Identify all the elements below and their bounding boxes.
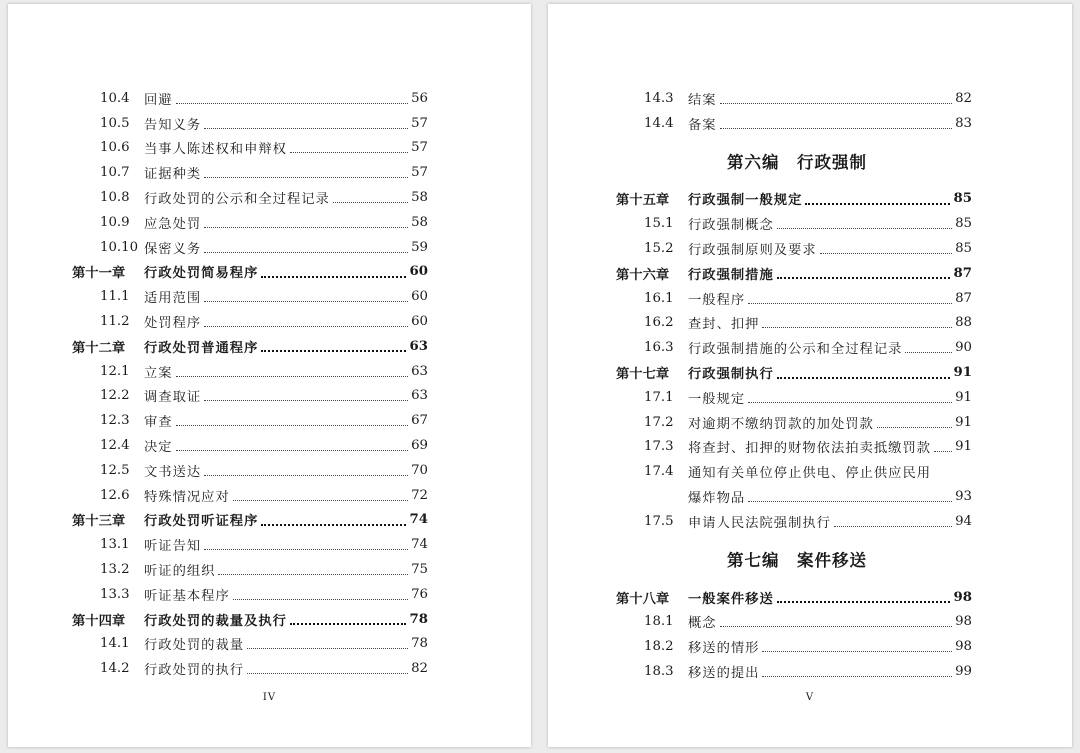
- toc-section-entry[interactable]: [616, 385, 972, 410]
- toc-section-entry[interactable]: [72, 582, 428, 607]
- toc-section-entry[interactable]: [616, 459, 972, 484]
- dot-leader: [762, 650, 952, 652]
- entry-title: 处罚程序: [144, 316, 202, 332]
- entry-number: 16.2: [644, 315, 674, 331]
- dot-leader: [176, 102, 408, 104]
- entry-number: 第十七章: [616, 367, 670, 383]
- entry-number: 12.1: [100, 363, 130, 379]
- entry-page-number: 60: [409, 264, 428, 280]
- toc-section-entry[interactable]: [616, 509, 972, 534]
- entry-number: 第十三章: [72, 514, 126, 530]
- entry-page-number: 74: [409, 512, 428, 528]
- entry-number: 14.4: [644, 115, 674, 131]
- entry-number: 13.2: [100, 562, 130, 578]
- entry-title: 行政强制原则及要求: [688, 243, 817, 259]
- entry-page-number: 98: [955, 614, 972, 630]
- entry-page-number: 98: [955, 639, 972, 655]
- entry-page-number: 57: [411, 165, 428, 181]
- part-heading: 第七编 案件移送: [727, 551, 867, 571]
- entry-page-number: 57: [411, 115, 428, 131]
- dot-leader: [748, 500, 952, 502]
- dot-leader: [204, 251, 408, 253]
- entry-page-number: 63: [411, 363, 428, 379]
- dot-leader: [777, 600, 951, 603]
- toc-section-entry[interactable]: [72, 433, 428, 458]
- dot-leader: [233, 499, 408, 501]
- toc-section-entry[interactable]: [616, 435, 972, 460]
- entry-number: 18.2: [644, 639, 674, 655]
- entry-page-number: 99: [955, 664, 972, 680]
- entry-page-number: 94: [955, 513, 972, 529]
- entry-page-number: 60: [411, 314, 428, 330]
- entry-title: 备案: [688, 117, 717, 133]
- entry-page-number: 78: [409, 611, 428, 627]
- toc-section-entry[interactable]: [616, 484, 972, 509]
- dot-leader: [720, 127, 952, 129]
- dot-leader: [204, 548, 408, 550]
- toc-section-entry[interactable]: [72, 359, 428, 384]
- entry-page-number: 91: [953, 365, 972, 381]
- entry-page-number: 98: [953, 589, 972, 605]
- entry-number: 10.4: [100, 90, 130, 106]
- entry-number: 17.1: [644, 389, 674, 405]
- entry-title: 特殊情况应对: [144, 489, 230, 505]
- dot-leader: [720, 625, 952, 627]
- entry-page-number: 93: [955, 489, 972, 505]
- entry-title: 爆炸物品: [688, 491, 746, 507]
- entry-number: 17.4: [644, 464, 674, 480]
- dot-leader: [777, 276, 951, 279]
- entry-page-number: 70: [411, 462, 428, 478]
- toc-chapter-entry[interactable]: [616, 187, 972, 212]
- toc-section-entry[interactable]: [616, 286, 972, 311]
- entry-page-number: 90: [955, 340, 972, 356]
- dot-leader: [748, 401, 952, 403]
- entry-number: 第十八章: [616, 591, 670, 607]
- entry-number: 18.3: [644, 664, 674, 680]
- entry-title: 结案: [688, 92, 717, 108]
- entry-title: 行政强制概念: [688, 218, 774, 234]
- dot-leader: [176, 424, 408, 426]
- dot-leader: [290, 622, 407, 625]
- dot-leader: [720, 102, 952, 104]
- entry-number: 10.10: [100, 239, 139, 255]
- dot-leader: [261, 523, 406, 526]
- entry-page-number: 87: [953, 265, 972, 281]
- dot-leader: [176, 375, 408, 377]
- entry-title: 审查: [144, 415, 173, 431]
- entry-title: 听证的组织: [144, 564, 216, 580]
- dot-leader: [204, 474, 408, 476]
- entry-number: 第十一章: [72, 266, 126, 282]
- toc-section-entry[interactable]: [72, 111, 428, 136]
- entry-page-number: 83: [955, 115, 972, 131]
- entry-number: 10.7: [100, 165, 130, 181]
- dot-leader: [261, 349, 406, 352]
- toc-section-entry[interactable]: [72, 160, 428, 185]
- toc-section-entry[interactable]: [616, 610, 972, 635]
- toc-chapter-entry[interactable]: [72, 508, 428, 533]
- entry-page-number: 63: [409, 338, 428, 354]
- entry-title: 行政处罚简易程序: [144, 266, 259, 282]
- entry-page-number: 85: [953, 191, 972, 207]
- toc-section-entry[interactable]: [72, 309, 428, 334]
- toc-chapter-entry[interactable]: [72, 260, 428, 285]
- entry-title: 移送的提出: [688, 666, 760, 682]
- dot-leader: [934, 450, 952, 452]
- dot-leader: [820, 252, 952, 254]
- entry-title: 调查取证: [144, 390, 202, 406]
- entry-number: 第十四章: [72, 613, 126, 629]
- entry-title: 查封、扣押: [688, 317, 760, 333]
- toc-section-entry[interactable]: [72, 136, 428, 161]
- entry-page-number: 60: [411, 289, 428, 305]
- dot-leader: [834, 525, 952, 527]
- dot-leader: [204, 226, 408, 228]
- toc-section-entry[interactable]: [616, 634, 972, 659]
- entry-number: 10.9: [100, 214, 130, 230]
- entry-page-number: 78: [411, 636, 428, 652]
- dot-leader: [176, 449, 408, 451]
- entry-number: 12.4: [100, 438, 130, 454]
- entry-page-number: 69: [411, 438, 428, 454]
- entry-page-number: 57: [411, 140, 428, 156]
- entry-page-number: 82: [955, 90, 972, 106]
- entry-page-number: 58: [411, 190, 428, 206]
- toc-chapter-entry[interactable]: [72, 607, 428, 632]
- toc-section-entry[interactable]: [72, 384, 428, 409]
- entry-title: 回避: [144, 92, 173, 108]
- toc-section-entry[interactable]: [616, 211, 972, 236]
- entry-number: 10.6: [100, 140, 130, 156]
- toc-section-entry[interactable]: [72, 235, 428, 260]
- entry-number: 11.2: [100, 314, 130, 330]
- dot-leader: [247, 647, 408, 649]
- entry-title: 决定: [144, 440, 173, 456]
- entry-number: 第十二章: [72, 340, 126, 356]
- dot-leader: [333, 201, 408, 203]
- toc-section-entry[interactable]: [72, 483, 428, 508]
- entry-title: 证据种类: [144, 167, 202, 183]
- toc-chapter-entry[interactable]: [616, 360, 972, 385]
- entry-number: 第十六章: [616, 267, 670, 283]
- toc-list: [72, 86, 428, 681]
- toc-section-entry[interactable]: [616, 311, 972, 336]
- entry-number: 12.6: [100, 487, 130, 503]
- entry-title: 适用范围: [144, 291, 202, 307]
- entry-title: 将查封、扣押的财物依法拍卖抵缴罚款: [688, 441, 932, 457]
- dot-leader: [204, 325, 408, 327]
- toc-chapter-entry[interactable]: [616, 585, 972, 610]
- entry-title: 行政处罚的裁量及执行: [144, 613, 287, 629]
- entry-title: 行政处罚听证程序: [144, 514, 259, 530]
- entry-title: 行政处罚普通程序: [144, 340, 259, 356]
- entry-number: 14.2: [100, 661, 130, 677]
- toc-section-entry[interactable]: [72, 408, 428, 433]
- entry-number: 15.1: [644, 216, 674, 232]
- dot-leader: [777, 227, 952, 229]
- dot-leader: [204, 176, 408, 178]
- entry-title: 应急处罚: [144, 216, 202, 232]
- entry-title: 听证基本程序: [144, 588, 230, 604]
- entry-number: 10.5: [100, 115, 130, 131]
- entry-title: 行政强制措施的公示和全过程记录: [688, 342, 903, 358]
- entry-number: 12.5: [100, 462, 130, 478]
- toc-section-entry[interactable]: [72, 284, 428, 309]
- dot-leader: [748, 302, 952, 304]
- toc-section-entry[interactable]: [72, 656, 428, 681]
- entry-page-number: 91: [955, 414, 972, 430]
- entry-title: 当事人陈述权和申辩权: [144, 142, 287, 158]
- entry-page-number: 88: [955, 315, 972, 331]
- entry-number: 18.1: [644, 614, 674, 630]
- entry-page-number: 75: [411, 562, 428, 578]
- toc-section-entry[interactable]: [616, 659, 972, 684]
- toc-section-entry[interactable]: [72, 557, 428, 582]
- entry-number: 17.5: [644, 513, 674, 529]
- entry-page-number: 74: [411, 537, 428, 553]
- entry-title: 行政处罚的裁量: [144, 638, 245, 654]
- entry-title: 告知义务: [144, 117, 202, 133]
- entry-number: 13.3: [100, 586, 130, 602]
- toc-section-entry[interactable]: [72, 632, 428, 657]
- entry-page-number: 67: [411, 413, 428, 429]
- toc-section-entry[interactable]: [72, 532, 428, 557]
- toc-section-entry[interactable]: [72, 86, 428, 111]
- dot-leader: [204, 399, 408, 401]
- entry-number: 14.3: [644, 90, 674, 106]
- entry-number: 12.3: [100, 413, 130, 429]
- entry-title: 保密义务: [144, 241, 202, 257]
- entry-title: 行政处罚的执行: [144, 663, 245, 679]
- entry-page-number: 72: [411, 487, 428, 503]
- entry-title: 一般规定: [688, 391, 746, 407]
- entry-title: 行政强制一般规定: [688, 193, 803, 209]
- dot-leader: [233, 598, 408, 600]
- entry-page-number: 63: [411, 388, 428, 404]
- entry-page-number: 85: [955, 216, 972, 232]
- entry-title: 行政处罚的公示和全过程记录: [144, 192, 330, 208]
- entry-number: 17.2: [644, 414, 674, 430]
- entry-title: 一般案件移送: [688, 591, 774, 607]
- entry-title: 申请人民法院强制执行: [688, 515, 831, 531]
- entry-page-number: 91: [955, 439, 972, 455]
- toc-section-entry[interactable]: [616, 236, 972, 261]
- entry-title: 行政强制执行: [688, 367, 774, 383]
- toc-chapter-entry[interactable]: [616, 261, 972, 286]
- entry-page-number: 85: [955, 241, 972, 257]
- toc-section-entry[interactable]: [72, 458, 428, 483]
- toc-section-entry[interactable]: [72, 210, 428, 235]
- dot-leader: [805, 202, 950, 205]
- dot-leader: [204, 127, 408, 129]
- entry-number: 17.3: [644, 439, 674, 455]
- dot-leader: [877, 426, 952, 428]
- entry-title: 立案: [144, 365, 173, 381]
- right-page: [548, 4, 1072, 747]
- dot-leader: [247, 672, 408, 674]
- entry-page-number: 58: [411, 214, 428, 230]
- entry-number: 第十五章: [616, 193, 670, 209]
- entry-title: 通知有关单位停止供电、停止供应民用: [688, 466, 932, 482]
- entry-number: 16.1: [644, 290, 674, 306]
- entry-title: 移送的情形: [688, 641, 760, 657]
- entry-page-number: 76: [411, 586, 428, 602]
- toc-section-entry[interactable]: [72, 185, 428, 210]
- dot-leader: [762, 326, 952, 328]
- entry-number: 11.1: [100, 289, 130, 305]
- dot-leader: [218, 573, 408, 575]
- entry-page-number: 82: [411, 661, 428, 677]
- toc-section-entry[interactable]: [616, 111, 972, 136]
- dot-leader: [777, 376, 951, 379]
- entry-title: 对逾期不缴纳罚款的加处罚款: [688, 416, 874, 432]
- entry-number: 16.3: [644, 340, 674, 356]
- toc-section-entry[interactable]: [616, 335, 972, 360]
- dot-leader: [204, 300, 408, 302]
- page-number: V: [805, 692, 815, 703]
- entry-title: 文书送达: [144, 464, 202, 480]
- entry-number: 12.2: [100, 388, 130, 404]
- page-number: IV: [262, 692, 277, 703]
- entry-page-number: 91: [955, 389, 972, 405]
- entry-title: 一般程序: [688, 292, 746, 308]
- entry-number: 13.1: [100, 537, 130, 553]
- entry-page-number: 56: [411, 90, 428, 106]
- toc-section-entry[interactable]: [616, 86, 972, 111]
- entry-page-number: 87: [955, 290, 972, 306]
- dot-leader: [762, 675, 952, 677]
- entry-title: 行政强制措施: [688, 267, 774, 283]
- entry-number: 10.8: [100, 190, 130, 206]
- left-page: [8, 4, 531, 747]
- entry-number: 15.2: [644, 241, 674, 257]
- dot-leader: [261, 275, 406, 278]
- part-heading: 第六编 行政强制: [727, 153, 867, 173]
- toc-section-entry[interactable]: [616, 410, 972, 435]
- dot-leader: [905, 351, 952, 353]
- entry-page-number: 59: [411, 239, 428, 255]
- toc-chapter-entry[interactable]: [72, 334, 428, 359]
- entry-title: 概念: [688, 616, 717, 632]
- toc-list: [616, 86, 972, 684]
- entry-number: 14.1: [100, 636, 130, 652]
- entry-title: 听证告知: [144, 539, 202, 555]
- dot-leader: [290, 151, 408, 153]
